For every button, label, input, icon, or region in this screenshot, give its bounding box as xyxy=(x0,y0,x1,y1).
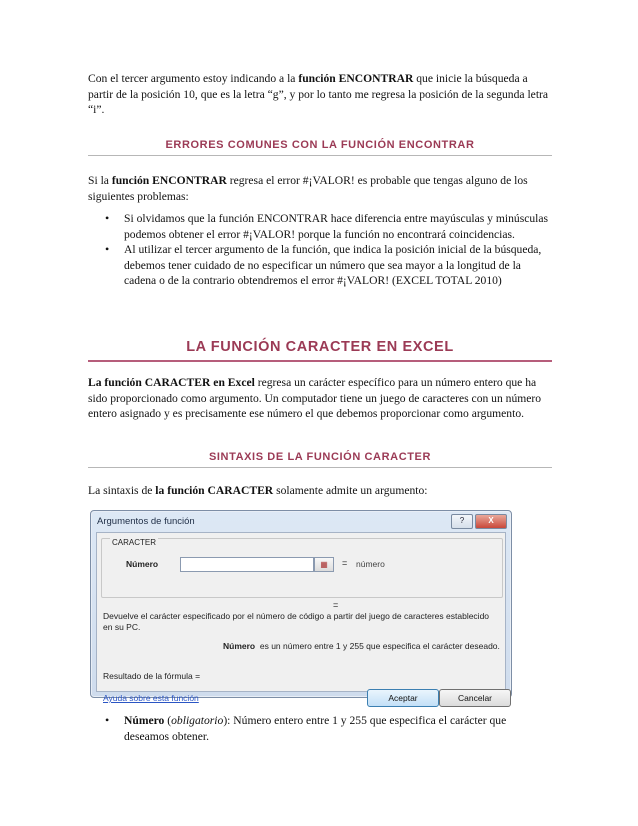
text: regresa un carácter específico para un número entero que ha sido proporcionado como argumento. Un computador tiene un juego de caracteres con un número entero asignado y es precisamente ese número el que debemos proporcionar como argumento. xyxy=(88,376,542,421)
heading-caracter: LA FUNCIÓN CARACTER EN EXCEL xyxy=(88,339,552,362)
title-bar-buttons xyxy=(451,514,507,529)
numero-input[interactable] xyxy=(180,557,314,572)
numero-label: Número xyxy=(126,559,159,569)
argument-text: es un número entre 1 y 255 que especifica el carácter deseado. xyxy=(259,641,500,651)
text: La sintaxis de xyxy=(88,484,156,497)
cancel-button[interactable]: Cancelar xyxy=(439,689,511,707)
group-label: CARACTER xyxy=(112,538,157,547)
sintaxis-paragraph xyxy=(88,483,552,499)
text: regresa el error #¡VALOR! es probable que tengas alguno de los siguientes problemas: xyxy=(88,174,528,203)
accept-button[interactable]: Aceptar xyxy=(367,689,439,707)
function-description: Devuelve el carácter especificado por el número de código a partir del juego de caracteres establecido en su PC. xyxy=(103,611,490,632)
heading-errores: ERRORES COMUNES CON LA FUNCIÓN ENCONTRAR xyxy=(88,139,552,156)
function-arguments-dialog xyxy=(90,510,512,703)
numero-hint: número xyxy=(356,559,385,569)
equals-sign: = xyxy=(342,558,348,568)
text: solamente admite un argumento: xyxy=(273,484,428,497)
bold-text: La función CARACTER en Excel xyxy=(88,376,255,389)
range-picker-icon[interactable]: ▦ xyxy=(314,557,334,572)
text: Si la xyxy=(88,174,112,187)
bold-text: función ENCONTRAR xyxy=(111,174,227,187)
result-equals: = xyxy=(333,600,339,610)
errores-paragraph xyxy=(88,173,552,204)
bullet-icon: • xyxy=(105,713,110,727)
heading-sintaxis: SINTAXIS DE LA FUNCIÓN CARACTER xyxy=(88,451,552,468)
text: ): Número entero entre 1 y 255 que especifica el carácter que deseamos obtener. xyxy=(124,714,507,743)
italic-text: obligatorio xyxy=(171,714,224,727)
list-item xyxy=(88,713,552,744)
help-button[interactable]: ? xyxy=(451,514,473,529)
dialog-title: Argumentos de función xyxy=(97,516,195,527)
intro-paragraph xyxy=(88,71,552,118)
argument-name: Número xyxy=(223,641,256,651)
list-item xyxy=(88,211,552,242)
bold-text: la función CARACTER xyxy=(155,484,274,497)
bullet-icon: • xyxy=(105,211,110,225)
close-button[interactable]: X xyxy=(475,514,507,529)
text: ( xyxy=(164,714,172,727)
numero-list xyxy=(88,713,552,744)
caracter-paragraph xyxy=(88,375,552,422)
bullet-icon: • xyxy=(105,242,110,257)
help-link[interactable]: Ayuda sobre esta función xyxy=(103,693,199,703)
formula-result: Resultado de la fórmula = xyxy=(103,671,201,681)
intro-bold: función ENCONTRAR xyxy=(298,72,414,85)
list-item-text: Si olvidamos que la función ENCONTRAR hace diferencia entre mayúsculas y minúsculas podemos obtener el error #¡VALOR! porque la función no encontrará coincidencias. xyxy=(124,212,549,241)
intro-text: Con el tercer argumento estoy indicando a la xyxy=(88,72,299,85)
list-item xyxy=(88,242,552,289)
dialog-body xyxy=(96,532,506,703)
bold-text: Número xyxy=(124,714,165,727)
list-item-text: Al utilizar el tercer argumento de la función, que indica la posición inicial de la búsqueda, debemos tener cuidado de no especificar un número que sea mayor a la longitud de la cadena o de la contrario obtendremos el error #¡VALOR! (EXCEL TOTAL 2010) xyxy=(124,243,542,288)
intro-text-end: que inicie la búsqueda a partir de la posición 10, que es la letra “g”, y por lo tanto me regresa la posición de la segunda letra “i”. xyxy=(88,72,549,117)
errores-list xyxy=(88,211,552,289)
argument-group xyxy=(101,538,503,598)
argument-description xyxy=(223,641,500,651)
